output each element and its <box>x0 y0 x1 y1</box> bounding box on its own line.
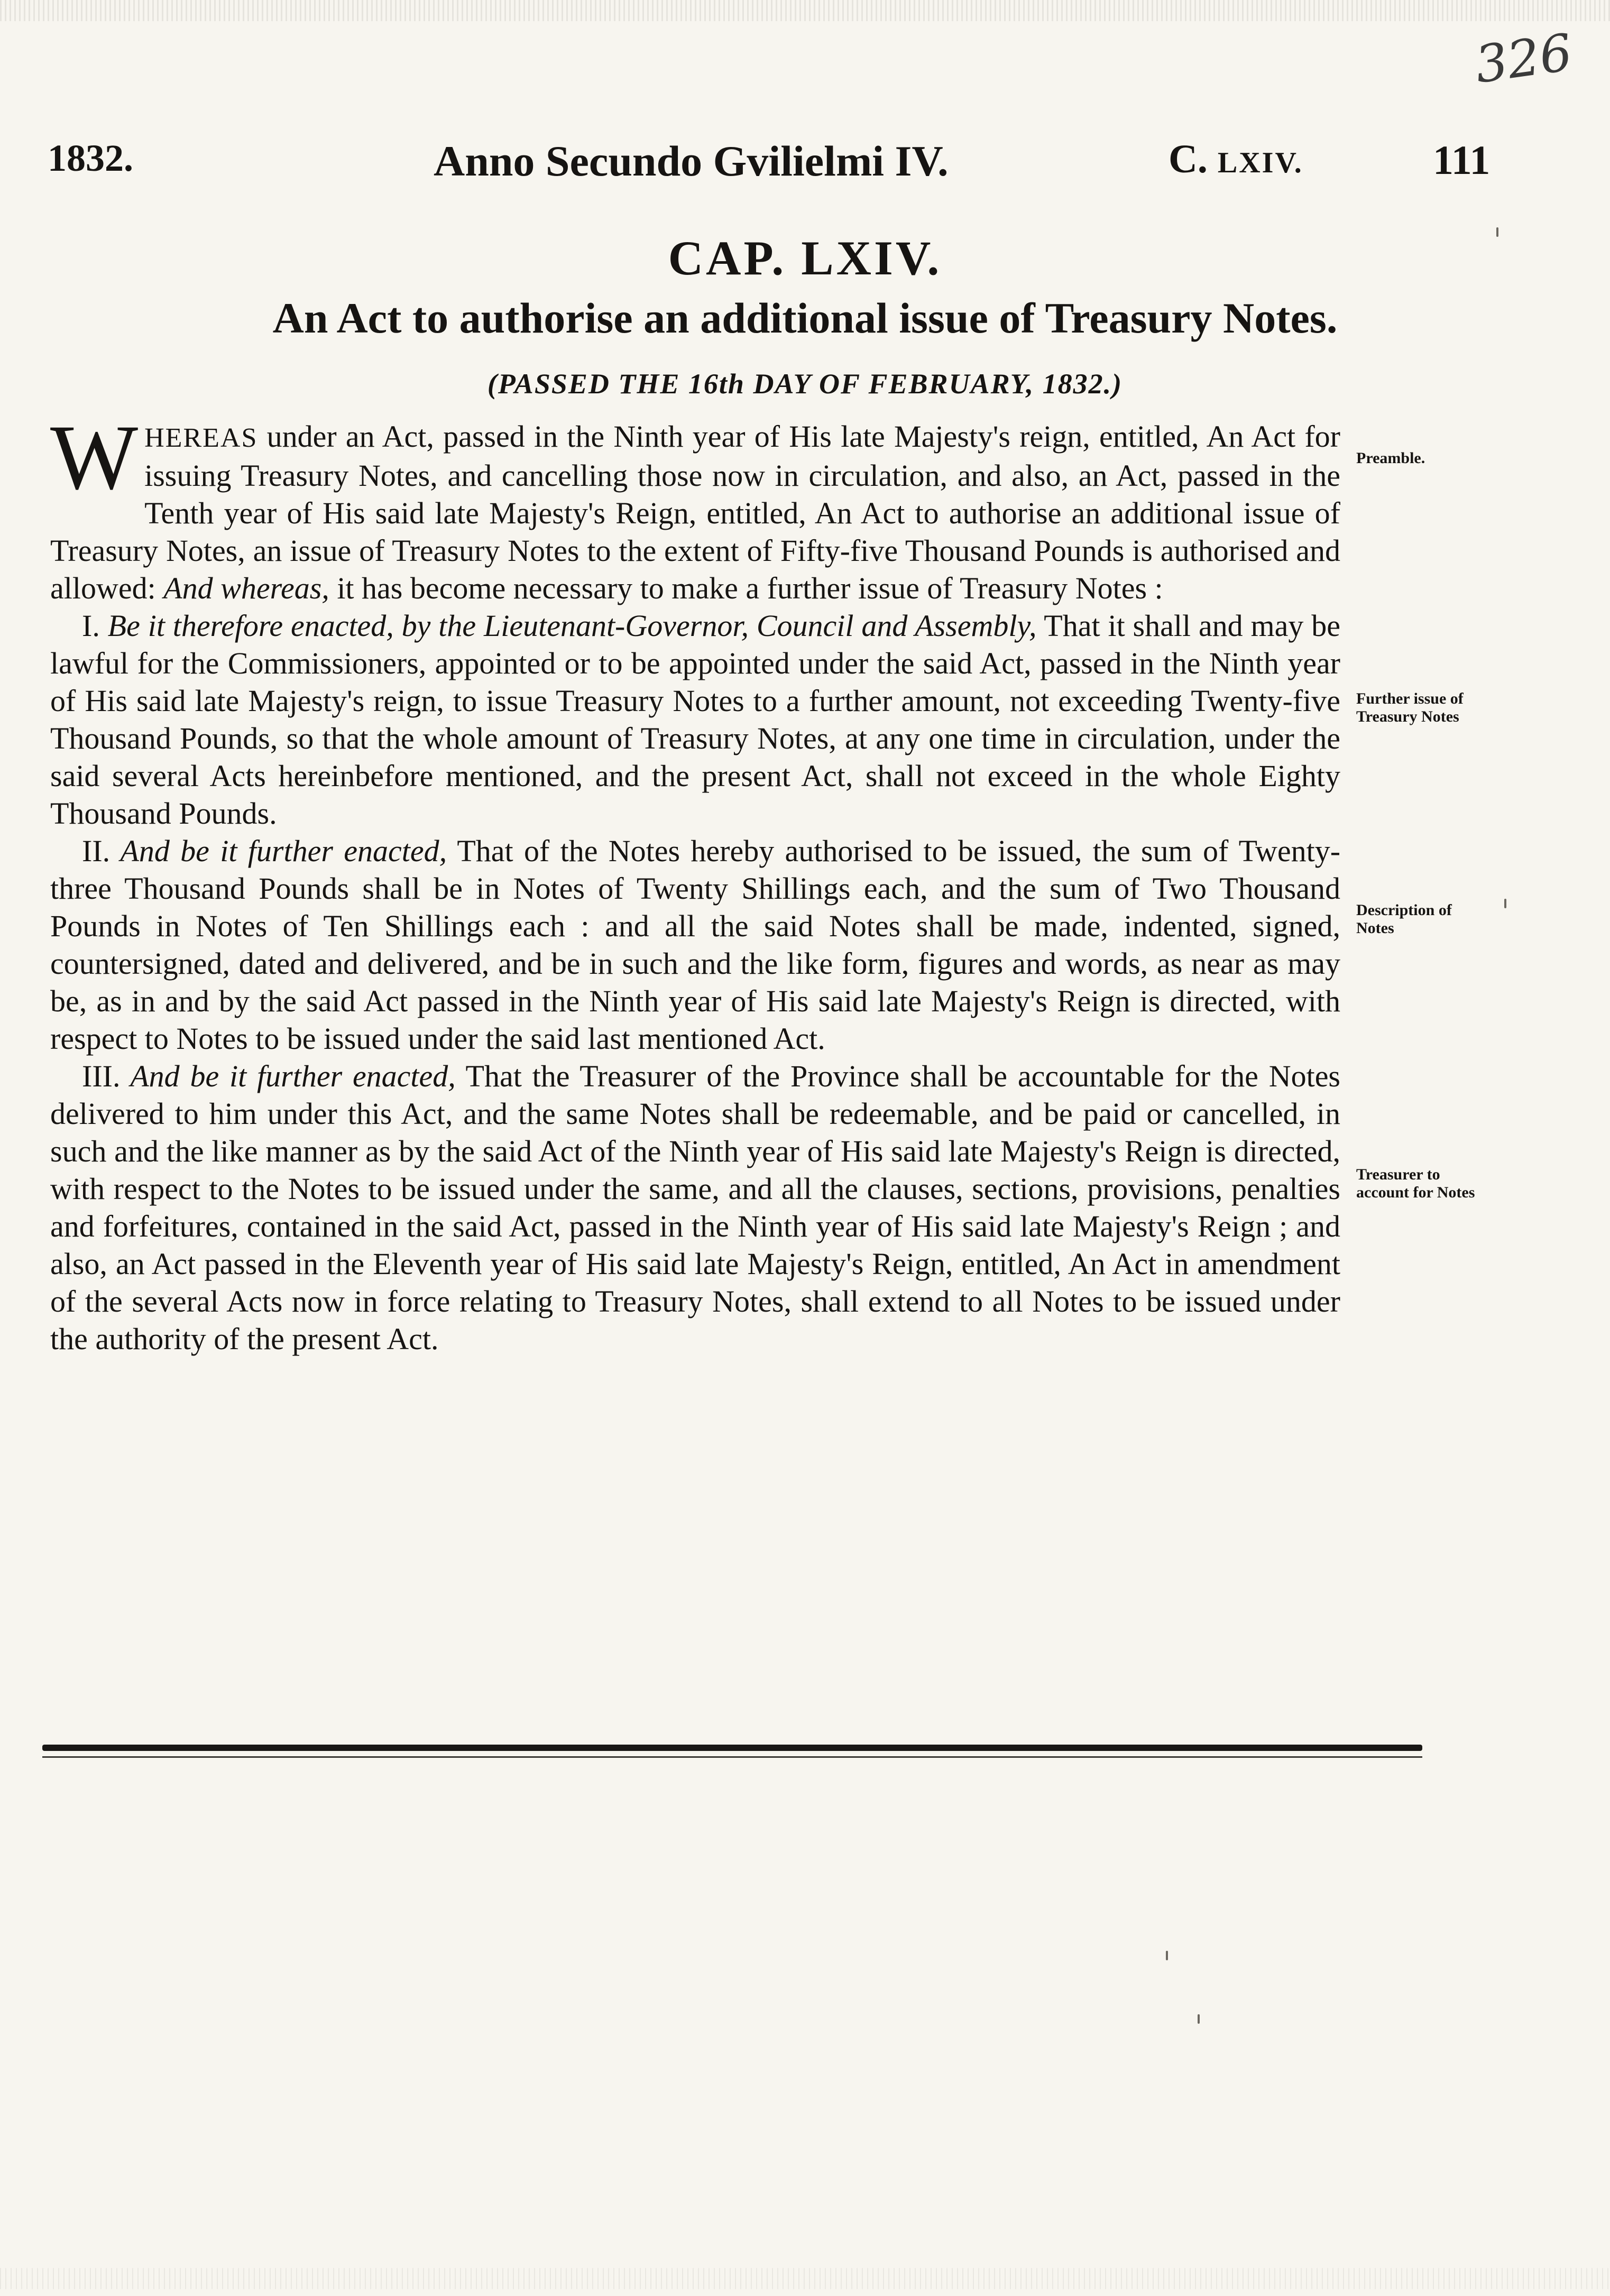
top-edge-speckle <box>0 0 1610 21</box>
section-3-text: That the Treasurer of the Province shall be accountable for the Notes delivered to him under this Act, and the same Notes shall be redeemable, and be paid or cancelled, in such and the like manner as by the said Act of the Ninth year of His said late Majesty's Reign is directed, with respect to the Notes to be issued under the same, and all the clauses, sections, provisions, penalties and forfeitures, contained in the said Act, passed in the Ninth year of His said late Majesty's Reign ; and also, an Act passed in the Eleventh year of His said late Majesty's Reign, entitled, An Act in amendment of the several Acts now in force relating to Treasury Notes, shall extend to all Notes to be issued under the authority of the present Act. <box>50 1059 1341 1356</box>
running-head <box>0 136 1610 195</box>
act-title: An Act to authorise an additional issue of Treasury Notes. <box>272 294 1338 342</box>
margin-speck <box>1496 227 1498 237</box>
preamble-text-a: under an Act, passed in the Ninth year of His late Majesty's reign, entitled, An Act for issuing Treasury Notes, and cancelling those now in circulation, and also, an Act, passed in the Tenth year of His said late Majesty's Reign, entitled, An Act to authorise an additional issue of Treasury Notes, an issue of Treasury Notes to the extent of Fifty-five Thousand Pounds is authorised and allowed: <box>50 419 1340 605</box>
section-3-enacting-clause: And be it further enacted, <box>120 1059 456 1093</box>
bottom-edge-speckle <box>0 2268 1610 2289</box>
running-head-year: 1832. <box>48 137 133 179</box>
section-1-number: I. <box>82 608 100 643</box>
section-2-text: That of the Notes hereby authorised to be issued, the sum of Twenty-three Thousand Pounds shall be in Notes of Twenty Shillings each, and the sum of Two Thousand Pounds in Notes of Ten Shillings each : and all the said Notes shall be made, indented, signed, countersigned, dated and delivered, and be in such and the like form, figures and words, as near as may be, as in and by the said Act passed in the Ninth year of His said late Majesty's Reign is directed, with respect to Notes to be issued under the said last mentioned Act. <box>50 834 1341 1056</box>
closing-rule-thin <box>42 1756 1422 1758</box>
section-2-paragraph <box>50 832 1340 1057</box>
section-1-enacting-clause: Be it therefore enacted, by the Lieutenant-Governor, Council and Assembly, <box>99 608 1037 643</box>
section-3-paragraph <box>50 1057 1340 1358</box>
running-head-chapter-number: LXIV. <box>1217 146 1303 179</box>
chapter-heading: CAP. LXIV. <box>668 231 942 285</box>
section-3-number: III. <box>82 1059 121 1093</box>
margin-speck <box>1198 2014 1200 2024</box>
margin-speck <box>1504 899 1506 908</box>
preamble-paragraph <box>50 406 1340 607</box>
margin-note-further-issue: Further issue of Treasury Notes <box>1356 690 1464 725</box>
act-body <box>50 406 1341 1358</box>
margin-speck <box>1166 1951 1168 1960</box>
running-head-chapter <box>1169 136 1303 182</box>
preamble-lead-word: HEREAS <box>144 423 258 453</box>
section-2-number: II. <box>82 834 111 868</box>
section-2-enacting-clause: And be it further enacted, <box>110 834 447 868</box>
section-1-paragraph <box>50 607 1340 832</box>
drop-cap: W <box>50 406 139 509</box>
margin-note-preamble: Preamble. <box>1356 449 1425 467</box>
running-head-chapter-c: C. <box>1169 137 1208 181</box>
pencil-page-annotation: 326 <box>1471 22 1576 95</box>
preamble-italic: And whereas, <box>163 571 329 605</box>
running-head-title: Anno Secundo Gvilielmi IV. <box>434 137 949 185</box>
passed-date-line: (PASSED THE 16th DAY OF FEBRUARY, 1832.) <box>487 368 1123 400</box>
closing-rule-thick <box>42 1745 1422 1751</box>
margin-note-description: Description of Notes <box>1356 901 1452 937</box>
preamble-text-b: it has become necessary to make a further issue of Treasury Notes : <box>329 571 1163 605</box>
section-1-text: That it shall and may be lawful for the Commissioners, appointed or to be appointed under the said Act, passed in the Ninth year of His said late Majesty's reign, to issue Treasury Notes to a further amount, not exceeding Twenty-five Thousand Pounds, so that the whole amount of Treasury Notes, at any one time in circulation, under the said several Acts hereinbefore mentioned, and the present Act, shall not exceed in the whole Eighty Thousand Pounds. <box>50 608 1340 831</box>
margin-note-treasurer: Treasurer to account for Notes <box>1356 1166 1475 1201</box>
page-number: 111 <box>1433 137 1491 183</box>
